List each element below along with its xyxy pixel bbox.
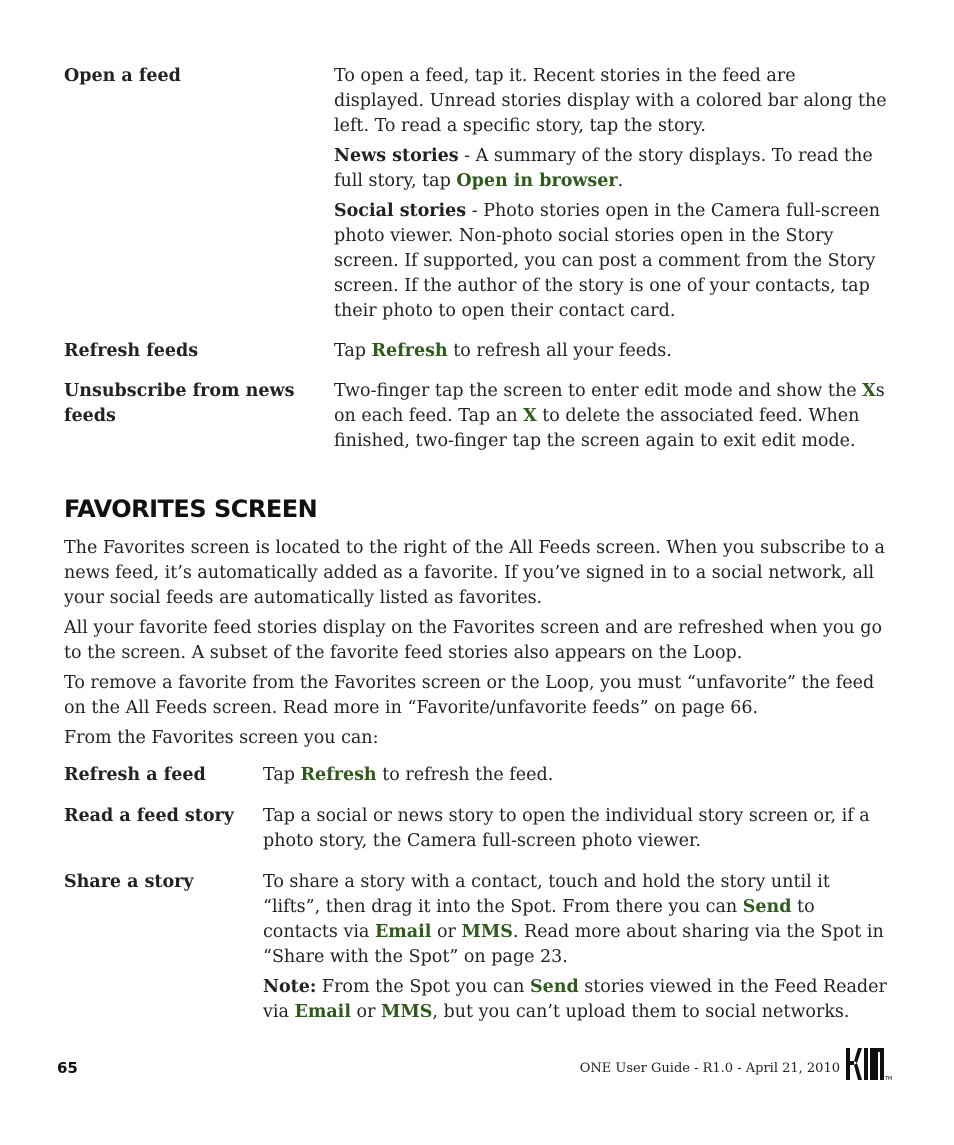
- text-run: . Read more about sharing via the Spot in “Share with the Spot” on page 23.: [263, 922, 884, 967]
- table-row: [64, 64, 890, 329]
- text-run: Tap a social or news story to open the individual story screen or, if a photo story, the Camera full-screen photo viewer.: [263, 806, 870, 851]
- description-paragraph: [263, 804, 890, 854]
- row-term: Share a story: [64, 872, 194, 892]
- table-row: [64, 379, 890, 459]
- row-description: [334, 379, 890, 459]
- text-run: or: [431, 922, 462, 942]
- row-term: Unsubscribe from news feeds: [64, 381, 295, 426]
- text-run: To share a story with a contact, touch and hold the story until it “lifts”, then drag it into the Spot. From there you can: [263, 872, 830, 917]
- body-paragraph: All your favorite feed stories display on the Favorites screen and are refreshed when you go to the screen. A subset of the favorite feed stories also appears on the Loop.: [64, 618, 882, 663]
- description-paragraph: [334, 199, 890, 324]
- ui-term-highlight: X: [862, 381, 876, 401]
- body-paragraph: The Favorites screen is located to the right of the All Feeds screen. When you subscribe to a news feed, it’s automatically added as a favorite. If you’ve signed in to a social network, all your social feeds are automatically listed as favorites.: [64, 538, 885, 608]
- text-run: stories viewed in the Feed Reader via: [263, 977, 887, 1022]
- favorites-intro: [64, 536, 890, 751]
- section-heading: FAVORITES SCREEN: [64, 495, 318, 523]
- ui-term-highlight: Send: [742, 897, 792, 917]
- row-description: [334, 64, 890, 329]
- text-run: To open a feed, tap it. Recent stories in the feed are displayed. Unread stories display with a colored bar along the left. To read a specific story, tap the story.: [334, 66, 887, 136]
- row-description: [263, 804, 890, 859]
- text-run: to refresh the feed.: [376, 765, 554, 785]
- row-description: [263, 763, 890, 793]
- body-paragraph: To remove a favorite from the Favorites screen or the Loop, you must “unfavorite” the feed on the All Feeds screen. Read more in “Favorite/unfavorite feeds” on page 66.: [64, 673, 875, 718]
- text-run: to delete the associated feed. When finished, two-finger tap the screen again to exit edit mode.: [334, 406, 860, 451]
- table-row: [64, 870, 890, 1030]
- bold-label: Note:: [263, 977, 317, 997]
- ui-term-highlight: MMS: [381, 1002, 433, 1022]
- page-number: 65: [57, 1059, 78, 1077]
- description-paragraph: [263, 763, 890, 788]
- favorites-actions-table: [64, 763, 890, 1030]
- bold-label: Social stories: [334, 201, 467, 221]
- row-description: [263, 870, 890, 1030]
- text-run: or: [350, 1002, 382, 1022]
- description-paragraph: [263, 975, 890, 1025]
- page-content: [64, 64, 890, 1041]
- text-run: Tap: [263, 765, 301, 785]
- bold-label: News stories: [334, 146, 459, 166]
- row-term: Read a feed story: [64, 806, 234, 826]
- ui-term-highlight: Email: [374, 922, 432, 942]
- table-row: [64, 763, 890, 793]
- text-run: - Photo stories open in the Camera full-screen photo viewer. Non-photo social stories open in the Story screen. If supported, you can post a comment from the Story screen. If the author of the story is one of your contacts, tap their photo to open their contact card.: [334, 201, 881, 321]
- ui-term-highlight: Open in browser: [456, 171, 618, 191]
- row-term: Refresh feeds: [64, 341, 199, 361]
- description-paragraph: [334, 144, 890, 194]
- footer-guide-text: ONE User Guide - R1.0 - April 21, 2010: [579, 1061, 840, 1076]
- feeds-actions-table: [64, 64, 890, 459]
- ui-term-highlight: Email: [294, 1002, 351, 1022]
- row-term: Open a feed: [64, 66, 181, 86]
- ui-term-highlight: MMS: [461, 922, 513, 942]
- ui-term-highlight: Send: [530, 977, 579, 997]
- description-paragraph: [334, 339, 890, 364]
- text-run: - A summary of the story displays. To read the full story, tap: [334, 146, 873, 191]
- text-run: s on each feed. Tap an: [334, 381, 885, 426]
- text-run: to contacts via: [263, 897, 815, 942]
- text-run: , but you can’t upload them to social networks.: [432, 1002, 850, 1022]
- text-run: Tap: [334, 341, 372, 361]
- table-row: [64, 339, 890, 369]
- description-paragraph: [263, 870, 890, 970]
- trademark-mark: TM: [885, 1076, 893, 1082]
- ui-term-highlight: Refresh: [371, 341, 448, 361]
- text-run: From the Spot you can: [316, 977, 530, 997]
- description-paragraph: [334, 64, 890, 139]
- ui-term-highlight: Refresh: [300, 765, 377, 785]
- row-description: [334, 339, 890, 369]
- ui-term-highlight: X: [523, 406, 537, 426]
- row-term: Refresh a feed: [64, 765, 206, 785]
- body-paragraph: From the Favorites screen you can:: [64, 728, 379, 748]
- text-run: Two-finger tap the screen to enter edit mode and show the: [334, 381, 863, 401]
- kin-logo-icon: [846, 1046, 893, 1082]
- description-paragraph: [334, 379, 890, 454]
- table-row: [64, 804, 890, 859]
- text-run: to refresh all your feeds.: [447, 341, 672, 361]
- text-run: .: [617, 171, 624, 191]
